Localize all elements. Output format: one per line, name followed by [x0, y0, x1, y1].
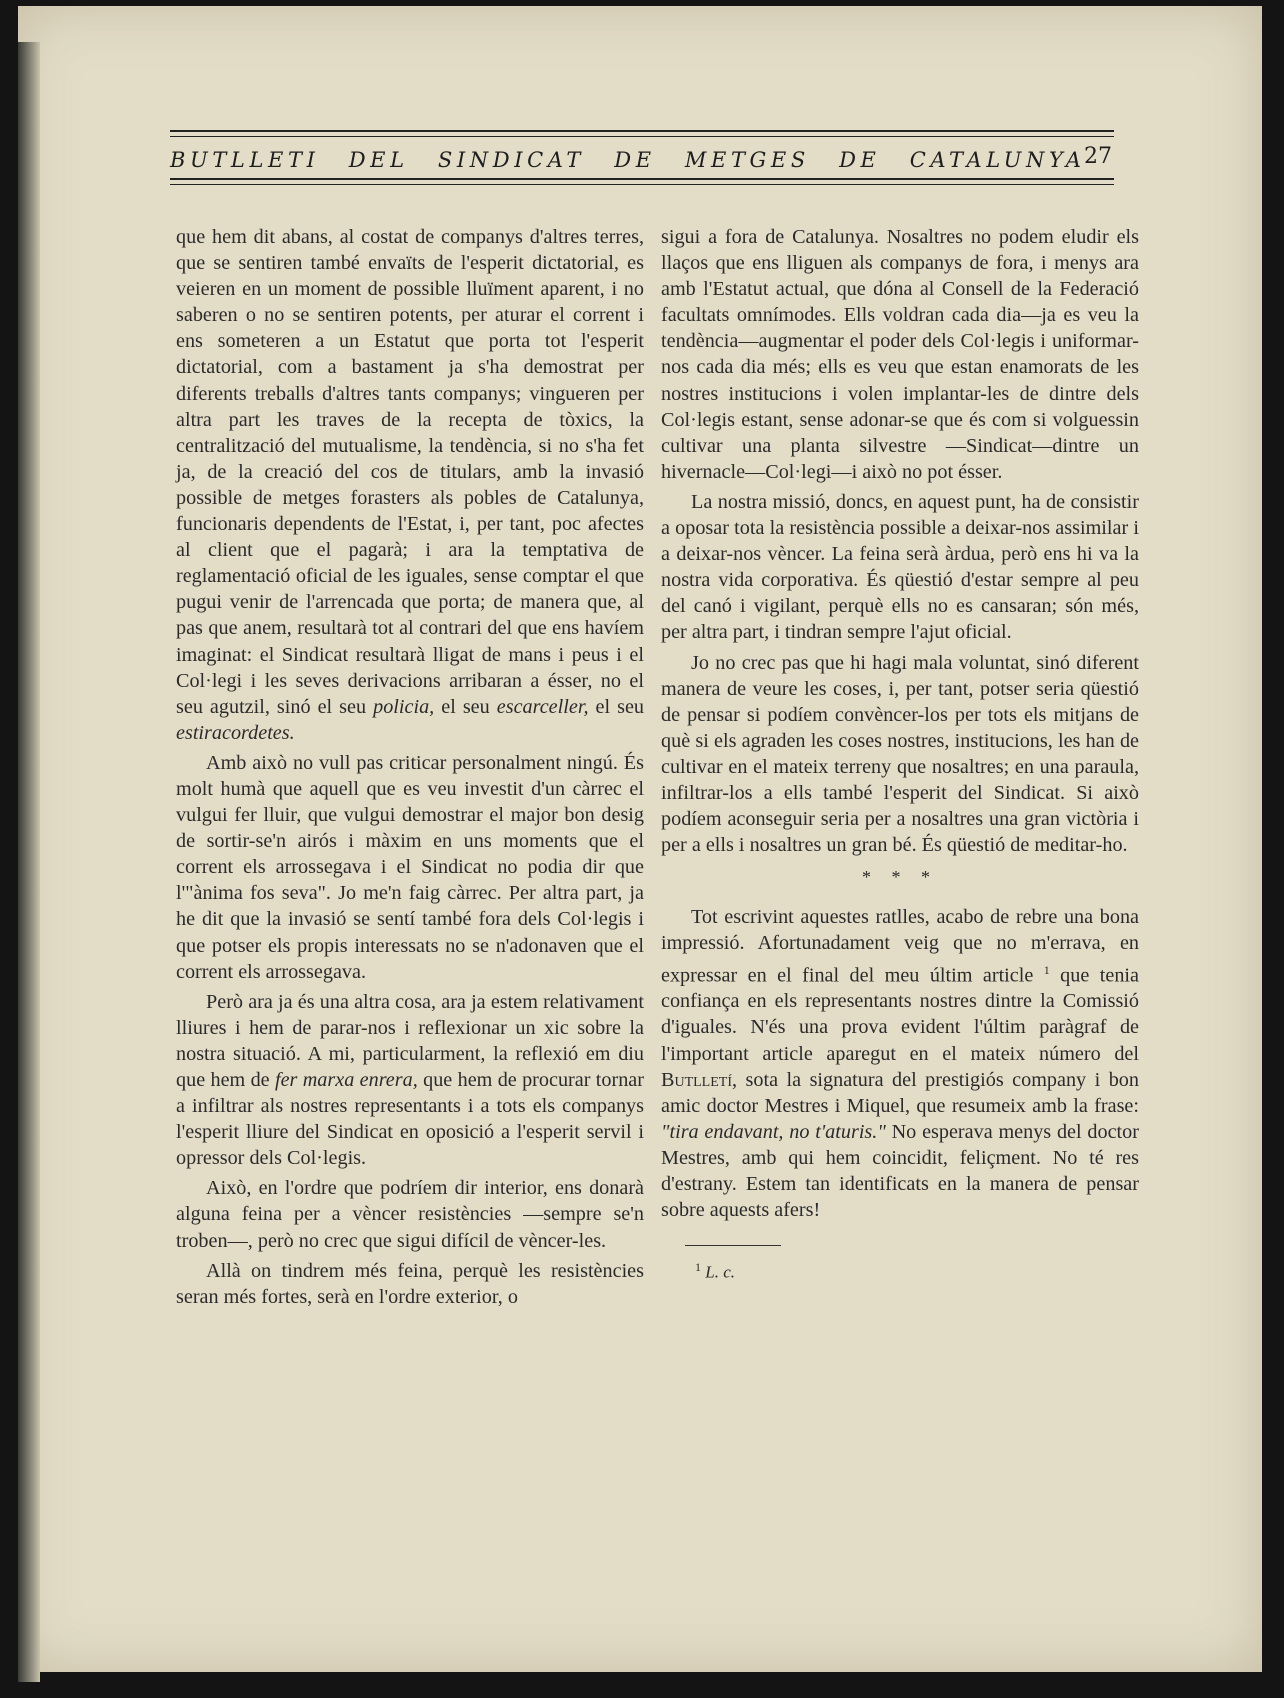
- paragraph: Jo no crec pas que hi hagi mala voluntat, sinó diferent manera de veure les coses, i, per tant, potser seria qüestió de pensar si podíem convèncer-los per tots els mitjans de què si els agraden les coses nostres, institucions, les han de cultivar en el mateix terreny que nosaltres; en una paraula, infiltrar-los a ells també l'esperit del Sindicat. Si això podíem aconseguir seria per a nosaltres una gran victòria i per a ells i nosaltres un gran bé. És qüestió de meditar-ho.: [661, 651, 1139, 857]
- left-column: [176, 224, 644, 1314]
- book-spine-shadow: [18, 42, 40, 1682]
- paragraph: Això, en l'ordre que podríem dir interior, ens donarà alguna feina per a vèncer resistències —sempre se'n troben—, però no crec que sigui difícil de vèncer-les.: [176, 1177, 644, 1252]
- section-separator: * * *: [862, 867, 938, 888]
- running-header: [170, 126, 1114, 196]
- right-column: [661, 224, 1139, 1286]
- paragraph: que hem dit abans, al costat de companys d'altres terres, que se sentiren també envaïts de l'esperit dictatorial, es veieren en un moment de possible lluïment aparent, i no saberen o no se sentiren potents, per aturar el corrent i ens someteren a un Estatut que porta tot l'esperit dictatorial, com a bastament ja s'ha demostrat per diferents treballs d'altres tants companys; vingueren per altra part les traves de la recepta de tòxics, la centralització del mutualisme, la tendència, si no s'ha fet ja, de la creació del cos de titulars, amb la invasió possible de metges forasters als pobles de Catalunya, funcionaris dependents de l'Estat, i, per tant, poc afectes al client que el pagarà; i ara la temptativa de reglamentació oficial de les iguales, sense comptar el que pugui venir de l'arrencada que porta; de manera que, al pas que anem, resultarà tot al contrari del que ens havíem imaginat: el Sindicat resultarà lligat de mans i peus i el Col·legi i les seves derivacions arribaran a ésser, no el seu agutzil, sinó el seu policia, el seu escarceller, el seu estiracordetes.: [176, 226, 645, 744]
- paragraph: sigui a fora de Catalunya. Nosaltres no podem eludir els llaços que ens lliguen als companys de fora, i menys ara amb l'Estatut actual, que dóna al Consell de la Federació facultats omnímodes. Ells voldran cada dia—ja es veu la tendència—augmentar el poder dels Col·legis i uniformar-nos cada dia més; ells es veu que estan enamorats de les nostres institucions i volen implantar-les de dintre dels Col·legis estant, sense adonar-se que és com si volguessin cultivar una planta silvestre —Sindicat—dintre un hivernacle—Col·legi—i això no pot ésser.: [661, 226, 1139, 483]
- footnote-rule: [685, 1245, 781, 1246]
- header-rule-top-thin: [170, 136, 1114, 137]
- paragraph: La nostra missió, doncs, en aquest punt, ha de consistir a oposar tota la resistència possible a deixar-nos assimilar i a deixar-nos vèncer. La feina serà àrdua, però ens hi va la nostra vida corporativa. És qüestió d'estar sempre al peu del canó i vigilant, perquè ells no es cansaran; són més, per altra part, i tindran sempre l'ajut oficial.: [661, 490, 1139, 644]
- header-rule-top: [170, 130, 1114, 132]
- page: [18, 6, 1262, 1672]
- paragraph: Però ara ja és una altra cosa, ara ja estem relativament lliures i hem de parar-nos i reflexionar un xic sobre la nostra situació. A mi, particularment, la reflexió em diu que hem de fer marxa enrera, que hem de procurar tornar a infiltrar als nostres representants i a tots els companys l'esperit lliure del Sindicat en oposició a l'esperit servil i opressor dels Col·legis.: [176, 990, 644, 1170]
- journal-title: BUTLLETI DEL SINDICAT DE METGES DE CATALUNYA: [170, 148, 1086, 172]
- paragraph: Allà on tindrem més feina, perquè les resistències seran més fortes, serà en l'ordre exterior, o: [176, 1259, 644, 1308]
- header-rule-bottom: [170, 178, 1114, 180]
- header-rule-bottom-thin: [170, 184, 1114, 185]
- paragraph: Tot escrivint aquestes ratlles, acabo de rebre una bona impressió. Afortunadament veig que no m'errava, en expressar en el final del meu últim article $^1$ que tenia confiança en els representants nostres dintre la Comissió d'iguales. N'és una prova evident l'últim paràgraf de l'important article aparegut en el mateix número del Butlletí, sota la signatura del prestigiós company i bon amic doctor Mestres i Miquel, que resumeix amb la frase: "tira endavant, no t'aturis." No esperava menys del doctor Mestres, amb qui hem coincidit, feliçment. No té res d'estrany. Estem tan identificats en la manera de pensar sobre aquests afers!: [661, 906, 1139, 1222]
- page-number: 27: [1084, 144, 1112, 169]
- paragraph: Amb això no vull pas criticar personalment ningú. És molt humà que aquell que es veu investit d'un càrrec el vulgui fer lluir, que vulgui demostrar el major bon desig de sortir-se'n airós i màxim en uns moments que el corrent els arrossegava i el Sindicat no podia dir que l'"ànima fos seva". Jo me'n faig càrrec. Per altra part, ja he dit que la invasió se sentí també fora dels Col·legis i que potser els propis interessats no se n'adonaven que el corrent els arrossegava.: [176, 751, 644, 983]
- footnote: $^1$ L. c.: [695, 1260, 735, 1282]
